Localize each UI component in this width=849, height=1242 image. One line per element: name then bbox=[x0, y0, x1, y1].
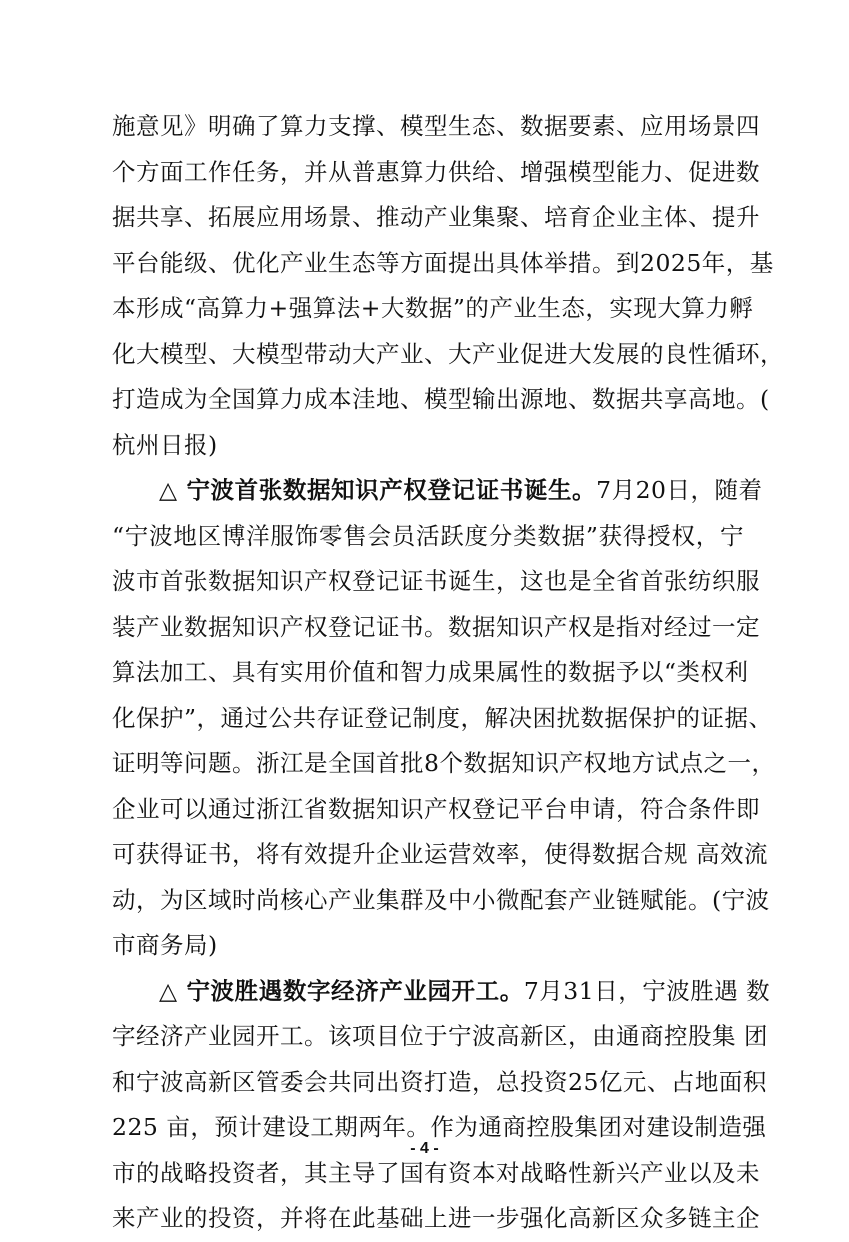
item-text: 7月20日，随着 bbox=[596, 476, 763, 504]
text-line: 市商务局) bbox=[112, 931, 218, 959]
paragraph-ningbo-industrial-park bbox=[112, 969, 771, 1242]
text-line: 个方面工作任务，并从普惠算力供给、增强模型能力、促进数 bbox=[112, 157, 760, 186]
text-line: “宁波地区博洋服饰零售会员活跃度分类数据”获得授权，宁 bbox=[112, 521, 744, 550]
text-line: 施意见》明确了算力支撑、模型生态、数据要素、应用场景四 bbox=[112, 112, 760, 140]
text-line: 波市首张数据知识产权登记证书诞生，这也是全省首张纺织服 bbox=[112, 567, 760, 595]
item-headline: △ 宁波胜遇数字经济产业园开工。 bbox=[159, 976, 524, 1005]
text-line: 据共享、拓展应用场景、推动产业集聚、培育企业主体、提升 bbox=[112, 203, 760, 231]
page-number: - 4 - bbox=[410, 1140, 439, 1157]
text-line: 企业可以通过浙江省数据知识产权登记平台申请，符合条件即 bbox=[112, 794, 760, 823]
text-line: 和宁波高新区管委会共同出资打造，总投资25亿元、占地面积 bbox=[112, 1067, 767, 1096]
text-line: 算法加工、具有实用价值和智力成果属性的数据予以“类权利 bbox=[112, 658, 749, 686]
paragraph-ningbo-data-ip bbox=[112, 468, 776, 969]
text-line: 打造成为全国算力成本洼地、模型输出源地、数据共享高地。( bbox=[112, 385, 770, 413]
text-line: 化保护”，通过公共存证登记制度，解决困扰数据保护的证据、 bbox=[112, 703, 773, 732]
text-line: 证明等问题。浙江是全国首批8个数据知识产权地方试点之一， bbox=[112, 749, 776, 777]
text-line: 字经济产业园开工。该项目位于宁波高新区，由通商控股集 团 bbox=[112, 1022, 768, 1050]
body-text bbox=[112, 104, 784, 1242]
text-line: 本形成“高算力+强算法+大数据”的产业生态，实现大算力孵 bbox=[112, 294, 754, 322]
text-line: 化大模型、大模型带动大产业、大产业促进大发展的良性循环， bbox=[112, 339, 784, 368]
text-line bbox=[112, 468, 763, 514]
text-line: 平台能级、优化产业生态等方面提出具体举措。到2025年，基 bbox=[112, 248, 774, 277]
paragraph-hangzhou bbox=[112, 104, 784, 468]
text-line: 225 亩，预计建设工期两年。作为通商控股集团对建设制造强 bbox=[112, 1113, 767, 1141]
text-line: 可获得证书，将有效提升企业运营效率，使得数据合规 高效流 bbox=[112, 840, 768, 868]
text-line: 杭州日报) bbox=[112, 430, 218, 459]
text-line: 装产业数据知识产权登记证书。数据知识产权是指对经过一定 bbox=[112, 612, 760, 641]
text-line: 动，为区域时尚核心产业集群及中小微配套产业链赋能。(宁波 bbox=[112, 885, 770, 914]
text-line: 市的战略投资者，其主导了国有资本对战略性新兴产业以及未 bbox=[112, 1158, 760, 1187]
text-line bbox=[112, 969, 771, 1015]
item-headline: △ 宁波首张数据知识产权登记证书诞生。 bbox=[159, 476, 597, 504]
item-text: 7月31日，宁波胜遇 数 bbox=[523, 976, 771, 1005]
text-line: 来产业的投资，并将在此基础上进一步强化高新区众多链主企 bbox=[112, 1204, 760, 1232]
